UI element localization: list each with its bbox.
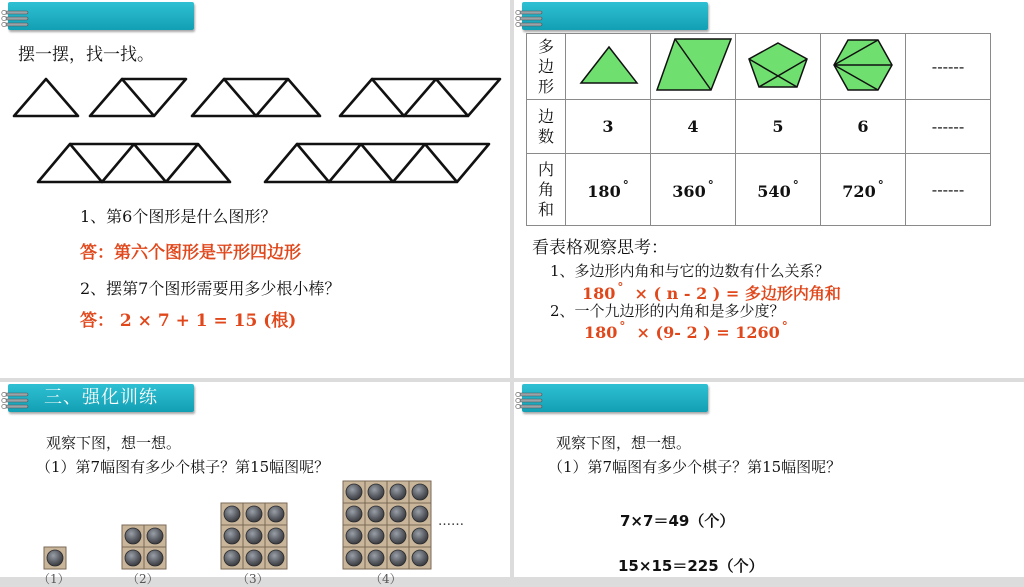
- row-angle-sums: [527, 154, 991, 226]
- chess-piece: [125, 528, 141, 544]
- chess-piece: [268, 506, 284, 522]
- banner-title: 三、强化训练: [44, 387, 158, 408]
- chess-piece: [368, 550, 384, 566]
- binder-clip-icon: [514, 388, 550, 412]
- answer-1: 180 ° × ( n - 2 ) = 多边形内角和: [582, 280, 841, 303]
- calculation-2: 15×15＝225（个）: [618, 557, 764, 575]
- chess-piece: [390, 528, 406, 544]
- sides-value: 6: [821, 100, 906, 154]
- chess-piece: [268, 550, 284, 566]
- chess-piece: [147, 550, 163, 566]
- polygon-placeholder: ------: [906, 34, 991, 100]
- slide-bottom-right: [514, 382, 1024, 577]
- chess-piece: [246, 506, 262, 522]
- chess-piece: [246, 550, 262, 566]
- chessboard-figures: [0, 382, 510, 586]
- sides-placeholder: ------: [906, 100, 991, 154]
- figure-label: （3）: [237, 572, 269, 586]
- question-2: 2、摆第7个图形需要用多少根小棒？: [80, 279, 341, 298]
- chess-piece: [346, 528, 362, 544]
- figure-3-triangles: [192, 79, 320, 116]
- question-1: 1、第6个图形是什么图形？: [80, 207, 277, 226]
- chess-piece: [47, 550, 63, 566]
- row-sides: [527, 100, 991, 154]
- chip-grid-3: [220, 502, 288, 570]
- chess-piece: [346, 506, 362, 522]
- chess-piece: [412, 484, 428, 500]
- chess-piece: [412, 506, 428, 522]
- figure-label: （2）: [127, 572, 159, 586]
- row-label-angle-sum: 内 角 和: [527, 154, 566, 226]
- sides-value: 5: [736, 100, 821, 154]
- chess-piece: [346, 550, 362, 566]
- polygon-table: [526, 33, 991, 226]
- answer-2: 180 ° × (9- 2 ) = 1260 °: [584, 319, 788, 342]
- triangle-shape-icon: [573, 41, 643, 89]
- instruction-line-2: （1）第7幅图有多少个棋子？第15幅图呢？: [548, 458, 842, 476]
- angle-sum-value: 540 °: [736, 154, 821, 226]
- slide-top-left: [0, 0, 510, 378]
- sides-value: 3: [566, 100, 651, 154]
- chip-grid-2: [121, 524, 167, 570]
- triangle-sticks-figure: [0, 70, 510, 190]
- figure-4-triangles: [340, 79, 500, 116]
- chip-grid-1: [43, 546, 67, 570]
- chess-piece: [368, 506, 384, 522]
- calculation-1: 7×7＝49（个）: [620, 512, 735, 530]
- chess-piece: [346, 484, 362, 500]
- chess-piece: [390, 484, 406, 500]
- chess-piece: [224, 506, 240, 522]
- chess-piece: [368, 484, 384, 500]
- quadrilateral-shape-icon: [653, 36, 733, 94]
- chess-piece: [268, 528, 284, 544]
- instruction-line-1: 观察下图，想一想。: [556, 434, 692, 452]
- figure-6-triangles: [265, 144, 489, 182]
- quadrilateral-cell: [651, 34, 736, 100]
- angle-sum-value: 720 °: [821, 154, 906, 226]
- chess-piece: [412, 550, 428, 566]
- chess-piece: [412, 528, 428, 544]
- sides-value: 4: [651, 100, 736, 154]
- answer-2: 答： 2 × 7 + 1 = 15 (根): [80, 311, 297, 331]
- chess-piece: [368, 528, 384, 544]
- row-polygons: [527, 34, 991, 100]
- instruction-line-1: 观察下图，想一想。: [46, 434, 182, 452]
- pentagon-cell: [736, 34, 821, 100]
- slide-bottom-left: [0, 382, 510, 586]
- question-1: 1、多边形内角和与它的边数有什么关系？: [550, 262, 830, 280]
- question-2: 2、一个九边形的内角和是多少度？: [550, 302, 785, 320]
- chess-piece: [246, 528, 262, 544]
- figure-label: （1）: [38, 572, 70, 586]
- chess-piece: [390, 506, 406, 522]
- answer-1: 答：第六个图形是平形四边形: [80, 243, 301, 263]
- section-banner: [514, 384, 710, 414]
- pentagon-shape-icon: [743, 39, 813, 91]
- row-label-sides: 边 数: [527, 100, 566, 154]
- chess-piece: [125, 550, 141, 566]
- angle-sum-placeholder: ------: [906, 154, 991, 226]
- binder-clip-icon: [0, 6, 36, 30]
- slide-top-right: [514, 0, 1024, 378]
- binder-clip-icon: [514, 6, 550, 30]
- chess-piece: [147, 528, 163, 544]
- heading: 摆一摆，找一找。: [18, 45, 154, 65]
- chess-piece: [224, 528, 240, 544]
- row-label-polygon: 多 边 形: [527, 34, 566, 100]
- angle-sum-value: 180 °: [566, 154, 651, 226]
- hexagon-cell: [821, 34, 906, 100]
- chess-piece: [390, 550, 406, 566]
- section-banner: [0, 2, 196, 32]
- observe-prompt: 看表格观察思考：: [532, 238, 668, 258]
- instruction-line-2: （1）第7幅图有多少个棋子？第15幅图呢？: [36, 458, 330, 476]
- figure-2-triangles: [90, 79, 186, 116]
- chess-piece: [224, 550, 240, 566]
- ellipsis: ……: [438, 514, 464, 529]
- figure-5-triangles: [38, 144, 230, 182]
- figure-label: （4）: [370, 572, 402, 586]
- hexagon-shape-icon: [828, 37, 898, 93]
- angle-sum-value: 360 °: [651, 154, 736, 226]
- chip-grid-4: [342, 480, 432, 570]
- section-banner: [514, 2, 710, 32]
- figure-1-triangle: [14, 79, 78, 116]
- triangle-cell: [566, 34, 651, 100]
